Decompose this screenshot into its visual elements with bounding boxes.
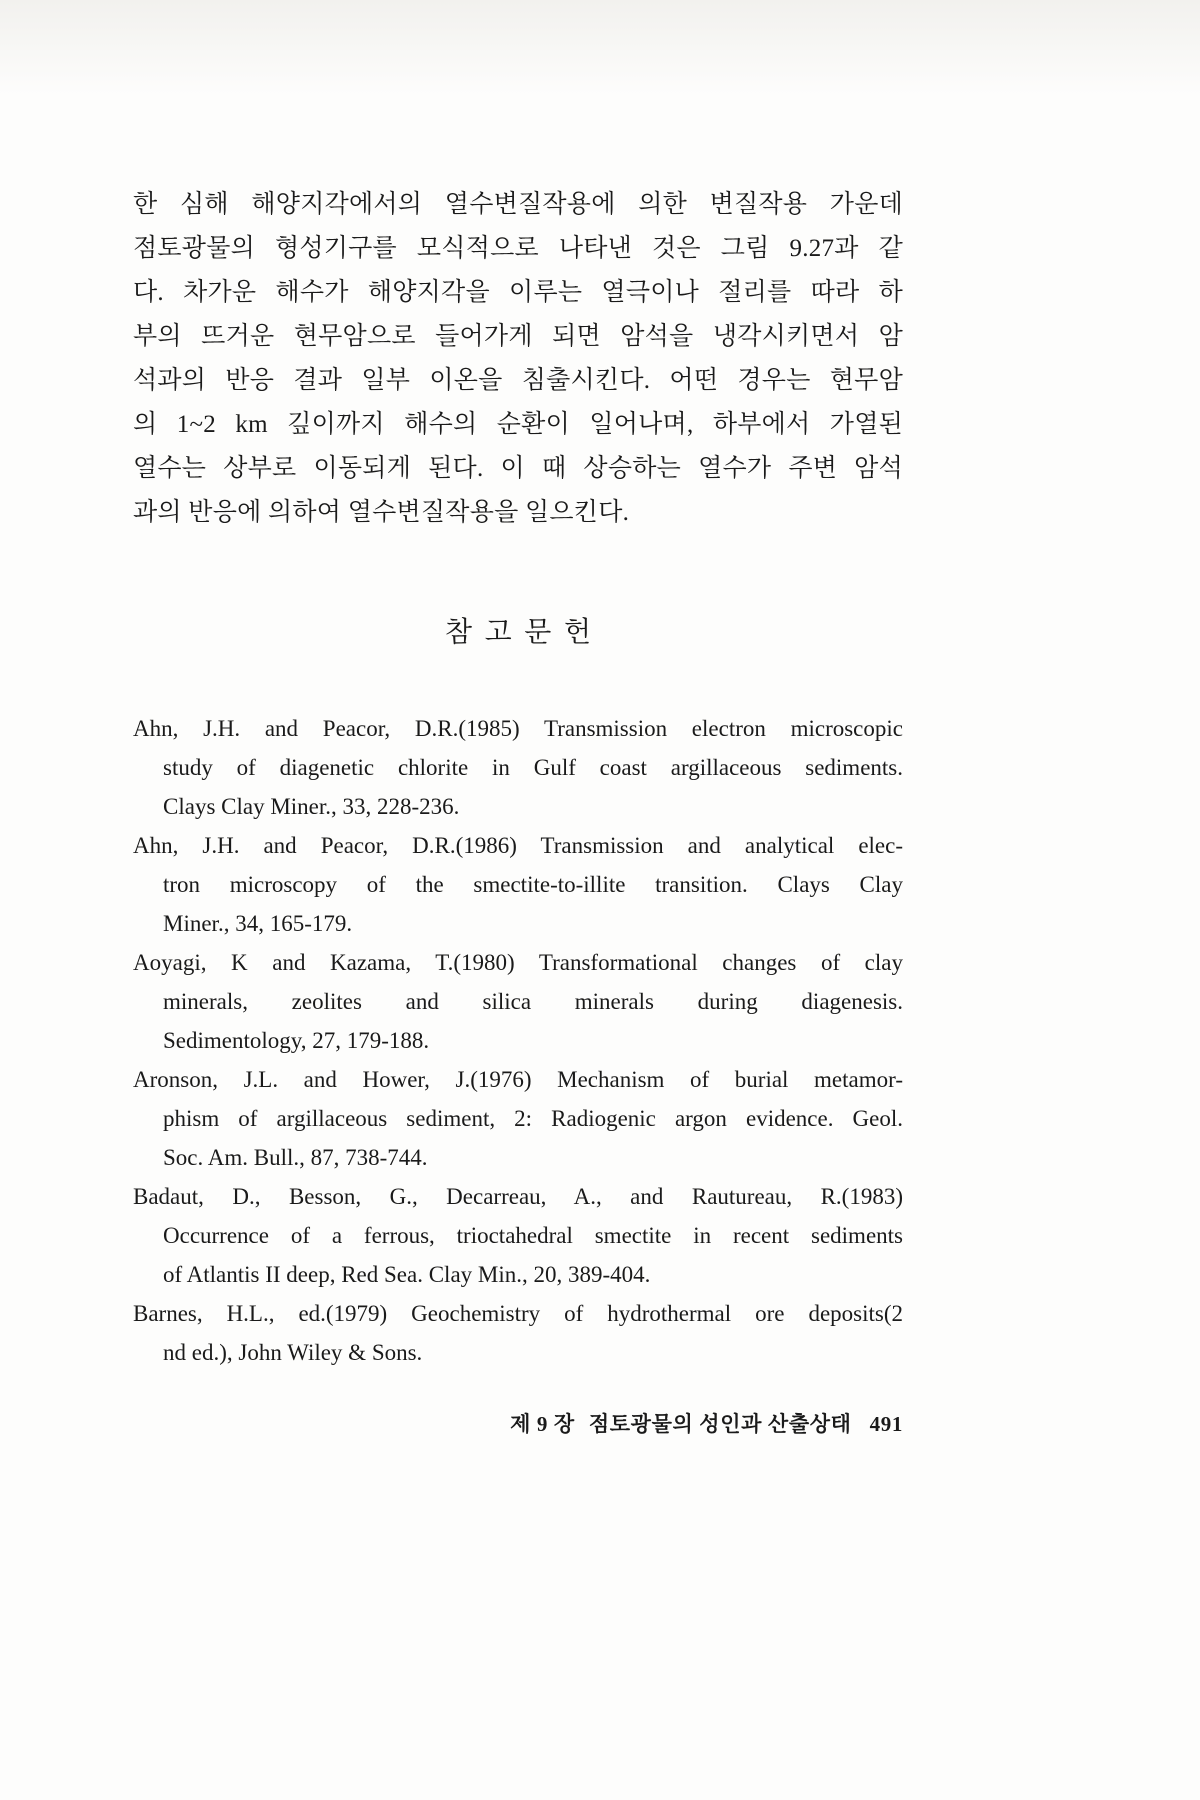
reference-line: Ahn, J.H. and Peacor, D.R.(1986) Transmission and analytical elec- (133, 833, 903, 858)
reference-entry (133, 1060, 903, 1177)
paragraph-line: 한 심해 해양지각에서의 열수변질작용에 의한 변질작용 가운데 (133, 191, 903, 218)
chapter-title: 점토광물의 성인과 산출상태 (588, 1412, 852, 1436)
page-footer (133, 1408, 903, 1438)
reference-entry (133, 1177, 903, 1294)
reference-line: Clays Clay Miner., 33, 228-236. (163, 794, 460, 819)
reference-line: Barnes, H.L., ed.(1979) Geochemistry of hydrothermal ore deposits(2 (133, 1301, 903, 1326)
page-number: 491 (869, 1412, 903, 1436)
reference-line: Occurrence of a ferrous, trioctahedral smectite in recent sediments (163, 1223, 903, 1248)
body-paragraph (133, 183, 903, 535)
reference-line: Miner., 34, 165-179. (163, 911, 353, 936)
paragraph-line: 석과의 반응 결과 일부 이온을 침출시킨다. 어떤 경우는 현무암 (133, 367, 903, 394)
reference-line: Aronson, J.L. and Hower, J.(1976) Mechanism of burial metamor- (133, 1067, 903, 1092)
reference-line: Sedimentology, 27, 179-188. (163, 1028, 430, 1053)
paragraph-line: 다. 차가운 해수가 해양지각을 이루는 열극이나 절리를 따라 하 (133, 279, 903, 306)
reference-line: phism of argillaceous sediment, 2: Radiogenic argon evidence. Geol. (163, 1106, 903, 1131)
reference-entry (133, 1294, 903, 1372)
reference-line: of Atlantis II deep, Red Sea. Clay Min., 20, 389-404. (163, 1262, 651, 1287)
references-list (133, 709, 903, 1372)
page-content (133, 0, 903, 1438)
reference-entry (133, 826, 903, 943)
paragraph-line: 과의 반응에 의하여 열수변질작용을 일으킨다. (133, 499, 630, 526)
reference-line: minerals, zeolites and silica minerals during diagenesis. (163, 989, 903, 1014)
reference-line: Badaut, D., Besson, G., Decarreau, A., and Rautureau, R.(1983) (133, 1184, 903, 1209)
reference-entry (133, 943, 903, 1060)
paragraph-line: 열수는 상부로 이동되게 된다. 이 때 상승하는 열수가 주변 암석 (133, 455, 903, 482)
reference-line: Ahn, J.H. and Peacor, D.R.(1985) Transmission electron microscopic (133, 716, 903, 741)
reference-line: tron microscopy of the smectite-to-illite transition. Clays Clay (163, 872, 903, 897)
reference-entry (133, 709, 903, 826)
paragraph-line: 점토광물의 형성기구를 모식적으로 나타낸 것은 그림 9.27과 같 (133, 235, 903, 262)
reference-line: Aoyagi, K and Kazama, T.(1980) Transformational changes of clay (133, 950, 903, 975)
paragraph-line: 의 1~2 km 깊이까지 해수의 순환이 일어나며, 하부에서 가열된 (133, 411, 903, 438)
reference-line: nd ed.), John Wiley & Sons. (163, 1340, 423, 1365)
references-heading: 참고문헌 (445, 617, 604, 648)
reference-line: study of diagenetic chlorite in Gulf coast argillaceous sediments. (163, 755, 903, 780)
reference-line: Soc. Am. Bull., 87, 738-744. (163, 1145, 428, 1170)
paragraph-line: 부의 뜨거운 현무암으로 들어가게 되면 암석을 냉각시키면서 암 (133, 323, 903, 350)
chapter-label: 제 9 장 (510, 1412, 575, 1436)
